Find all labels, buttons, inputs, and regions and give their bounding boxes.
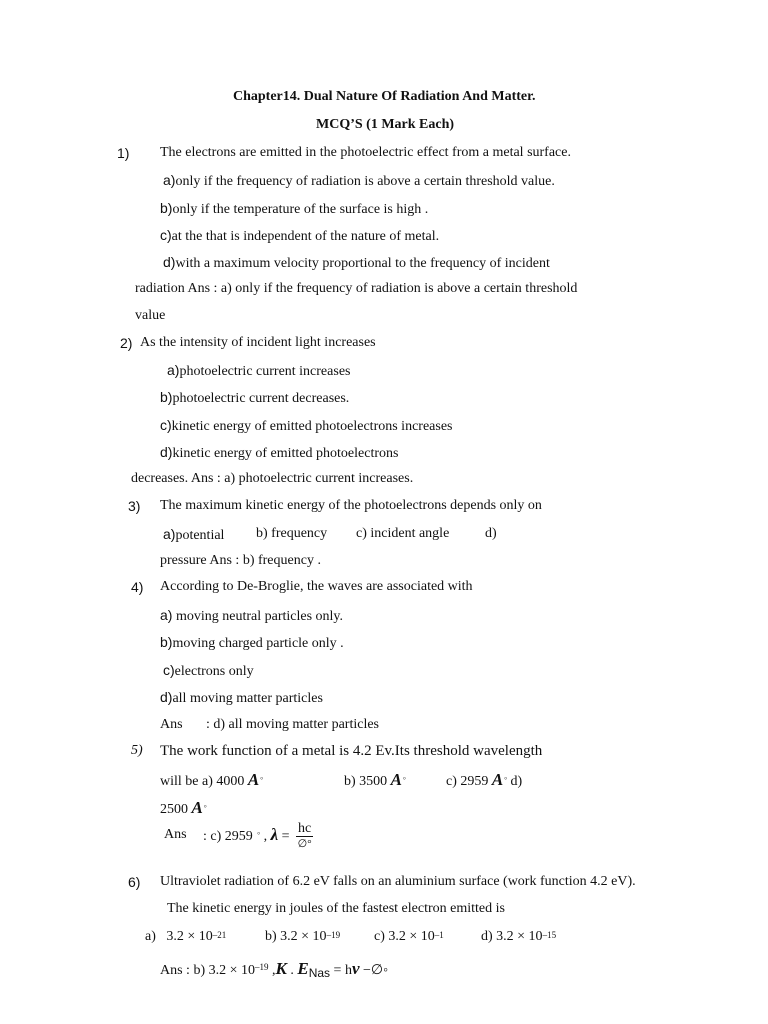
- question-number: 6): [128, 874, 141, 890]
- degree-mark: °: [260, 776, 264, 784]
- work-function-term: −∅◦: [363, 963, 389, 978]
- option-c: [374, 928, 444, 946]
- option-d: d): [485, 526, 497, 541]
- degree-mark: °: [504, 776, 508, 784]
- option-text: moving charged particle only .: [172, 636, 344, 651]
- option-d: [160, 443, 398, 463]
- option-a: [160, 771, 263, 791]
- option-a: [163, 171, 555, 191]
- option-a: [145, 928, 226, 946]
- option-text: kinetic energy of emitted photoelectrons: [172, 446, 399, 461]
- option-d-value: [160, 799, 207, 819]
- option-a: [160, 606, 343, 626]
- equals-sign: =: [281, 829, 290, 844]
- option-d: [160, 688, 323, 708]
- angstrom-symbol: A: [247, 770, 260, 789]
- option-b: [160, 199, 428, 219]
- option-a: [163, 525, 224, 545]
- answer-line: radiation Ans : a) only if the frequency of radiation is above a certain threshold: [135, 281, 578, 296]
- option-label: a): [163, 526, 176, 542]
- option-a: [167, 361, 350, 381]
- answer-text: : c) 2959: [203, 829, 253, 844]
- question-text: The electrons are emitted in the photoelectric effect from a metal surface.: [160, 145, 571, 160]
- degree-mark: °: [403, 776, 406, 784]
- option-text: c) 3.2 × 10: [374, 929, 435, 944]
- option-text: b) 3500: [344, 774, 388, 789]
- option-text: only if the temperature of the surface is high .: [172, 202, 429, 217]
- angstrom-symbol: A: [390, 770, 403, 789]
- option-label: b): [160, 389, 173, 405]
- comma: ,: [263, 829, 268, 844]
- answer-formula: [160, 960, 388, 982]
- option-text: potential: [175, 528, 225, 543]
- option-b: [160, 388, 349, 408]
- degree-mark: °: [257, 831, 261, 839]
- option-c: [446, 771, 522, 791]
- option-b: [265, 928, 340, 946]
- max-subscript: Nas: [308, 966, 331, 980]
- option-text: photoelectric current increases: [179, 364, 351, 379]
- option-label: d): [163, 254, 176, 270]
- option-label: a): [145, 929, 156, 944]
- option-b: b) frequency: [256, 526, 328, 541]
- k-symbol: K: [275, 959, 287, 978]
- question-number: 5): [131, 743, 143, 758]
- answer-line: value: [135, 308, 166, 323]
- answer-text: Ans : b) 3.2 × 10: [160, 963, 256, 978]
- option-text: moving neutral particles only.: [172, 609, 344, 624]
- option-text: with a maximum velocity proportional to the frequency of incident: [175, 256, 550, 271]
- option-d: d): [510, 774, 523, 789]
- question-number: 4): [131, 579, 144, 595]
- question-number: 1): [117, 145, 130, 161]
- option-text: d) 3.2 × 10: [481, 929, 543, 944]
- dot: .: [290, 963, 294, 978]
- option-text: photoelectric current decreases.: [172, 391, 350, 406]
- formula-fraction: [296, 821, 313, 852]
- option-text: will be a) 4000: [160, 774, 245, 789]
- question-text: Ultraviolet radiation of 6.2 eV falls on an aluminium surface (work function 4.2 eV).: [160, 874, 636, 889]
- option-label: d): [160, 689, 173, 705]
- option-text: 3.2 × 10: [166, 929, 213, 944]
- question-text: The maximum kinetic energy of the photoelectrons depends only on: [160, 498, 542, 513]
- option-text: only if the frequency of radiation is above a certain threshold value.: [175, 174, 555, 189]
- question-number: 2): [120, 335, 133, 351]
- answer-formula: [203, 818, 313, 854]
- question-text: According to De-Broglie, the waves are associated with: [160, 579, 473, 594]
- option-text: kinetic energy of emitted photoelectrons increases: [171, 419, 453, 434]
- exponent: –21: [212, 930, 227, 940]
- option-text: all moving matter particles: [172, 691, 323, 706]
- exponent: –19: [255, 962, 269, 972]
- question-text: The work function of a metal is 4.2 Ev.Its threshold wavelength: [160, 743, 543, 759]
- option-label: a): [167, 362, 180, 378]
- angstrom-symbol: A: [491, 770, 504, 789]
- option-label: c): [160, 417, 172, 433]
- lambda-symbol: λ: [270, 825, 279, 844]
- option-d: [163, 253, 550, 273]
- option-b: [160, 633, 344, 653]
- option-label: b): [160, 200, 173, 216]
- option-c: [163, 661, 254, 681]
- rhs-text: = h: [333, 963, 352, 978]
- option-text: at the that is independent of the nature of metal.: [171, 229, 440, 244]
- option-label: c): [160, 227, 172, 243]
- degree-mark: °: [203, 804, 207, 812]
- answer-line: decreases. Ans : a) photoelectric current increases.: [131, 471, 414, 486]
- option-d: [481, 928, 556, 946]
- option-c: [160, 416, 452, 436]
- option-label: c): [163, 662, 175, 678]
- answer-label: Ans: [160, 717, 183, 732]
- option-label: a): [163, 172, 176, 188]
- option-text: b) 3.2 × 10: [265, 929, 327, 944]
- comma: ,: [272, 963, 276, 978]
- option-b: [344, 771, 406, 791]
- option-text: c) 2959: [446, 774, 489, 789]
- answer-label: Ans: [164, 827, 187, 842]
- page-title: Chapter14. Dual Nature Of Radiation And Matter.: [233, 89, 536, 104]
- question-number: 3): [128, 498, 141, 514]
- exponent: –19: [326, 930, 341, 940]
- question-text: As the intensity of incident light increases: [140, 335, 376, 350]
- nu-symbol: ν: [351, 959, 360, 978]
- option-label: a): [160, 607, 173, 623]
- option-c: c) incident angle: [356, 526, 450, 541]
- option-c: [160, 226, 439, 246]
- exponent: –1: [434, 930, 444, 940]
- answer-text: : d) all moving matter particles: [206, 717, 380, 732]
- option-label: b): [160, 634, 173, 650]
- question-text-continued: The kinetic energy in joules of the fastest electron emitted is: [167, 901, 505, 916]
- option-text: electrons only: [174, 664, 254, 679]
- exponent: –15: [542, 930, 557, 940]
- angstrom-symbol: A: [191, 798, 203, 817]
- option-text: 2500: [160, 802, 188, 817]
- answer-line: pressure Ans : b) frequency .: [160, 553, 321, 568]
- option-label: d): [160, 444, 173, 460]
- page-subtitle: MCQ’S (1 Mark Each): [316, 117, 455, 132]
- fraction-numerator: hc: [298, 821, 312, 837]
- fraction-denominator: ∅°: [297, 838, 312, 851]
- e-symbol: E: [297, 959, 309, 978]
